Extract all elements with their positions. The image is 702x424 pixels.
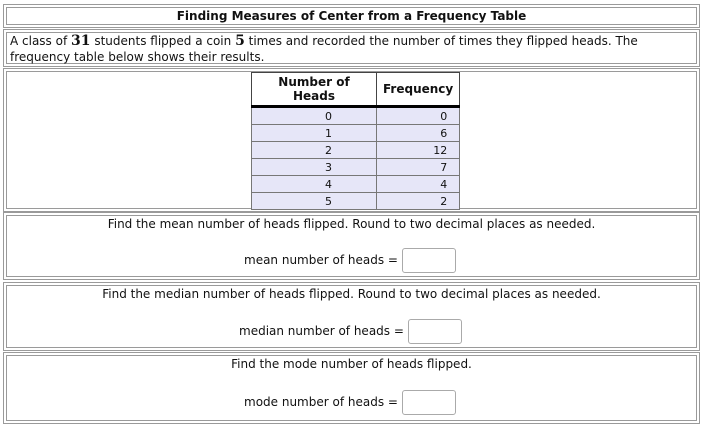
mean-question-text: Find the mean number of heads flipped. Round to two decimal places as needed. (107, 217, 596, 231)
mode-question-text: Find the mode number of heads flipped. (231, 357, 472, 371)
median-answer-row (239, 319, 462, 344)
heads-cell: 1 (252, 125, 377, 142)
page-title: Finding Measures of Center from a Frequency Table (176, 9, 527, 23)
frequency-cell: 6 (377, 125, 460, 142)
table-row (252, 107, 460, 125)
mean-question-panel (3, 212, 700, 280)
mode-question-panel (3, 352, 700, 424)
heads-cell: 2 (252, 142, 377, 159)
intro-text-part3: times and recorded the number of times they flipped heads. The frequency table below shows their results. (10, 34, 638, 64)
table-row (252, 159, 460, 176)
frequency-cell: 0 (377, 107, 460, 125)
table-panel (3, 68, 700, 212)
heads-cell: 4 (252, 176, 377, 193)
mean-answer-row (244, 248, 456, 273)
heads-cell: 3 (252, 159, 377, 176)
header-frequency: Frequency (377, 73, 460, 107)
header-number-of-heads: Number of Heads (252, 73, 377, 107)
frequency-cell: 2 (377, 193, 460, 210)
table-row (252, 125, 460, 142)
intro-text-part2: students flipped a coin (90, 34, 236, 48)
intro-panel (3, 29, 700, 67)
title-panel (3, 4, 700, 28)
intro-text (10, 33, 693, 65)
median-answer-label: median number of heads = (239, 324, 404, 338)
frequency-cell: 7 (377, 159, 460, 176)
flip-count: 5 (235, 33, 245, 49)
heads-cell: 5 (252, 193, 377, 210)
table-row (252, 176, 460, 193)
frequency-table (251, 72, 460, 210)
median-answer-input[interactable] (408, 319, 462, 344)
mode-answer-label: mode number of heads = (244, 395, 398, 409)
median-question-panel (3, 282, 700, 351)
mean-answer-label: mean number of heads = (244, 253, 398, 267)
frequency-cell: 12 (377, 142, 460, 159)
median-question-text: Find the median number of heads flipped. Round to two decimal places as needed. (102, 287, 601, 301)
heads-cell: 0 (252, 107, 377, 125)
frequency-cell: 4 (377, 176, 460, 193)
table-row (252, 142, 460, 159)
mode-answer-row (244, 390, 456, 415)
table-row (252, 193, 460, 210)
mode-answer-input[interactable] (402, 390, 456, 415)
mean-answer-input[interactable] (402, 248, 456, 273)
student-count: 31 (71, 33, 91, 49)
intro-text-part1: A class of (10, 34, 72, 48)
table-header-row (252, 73, 460, 107)
